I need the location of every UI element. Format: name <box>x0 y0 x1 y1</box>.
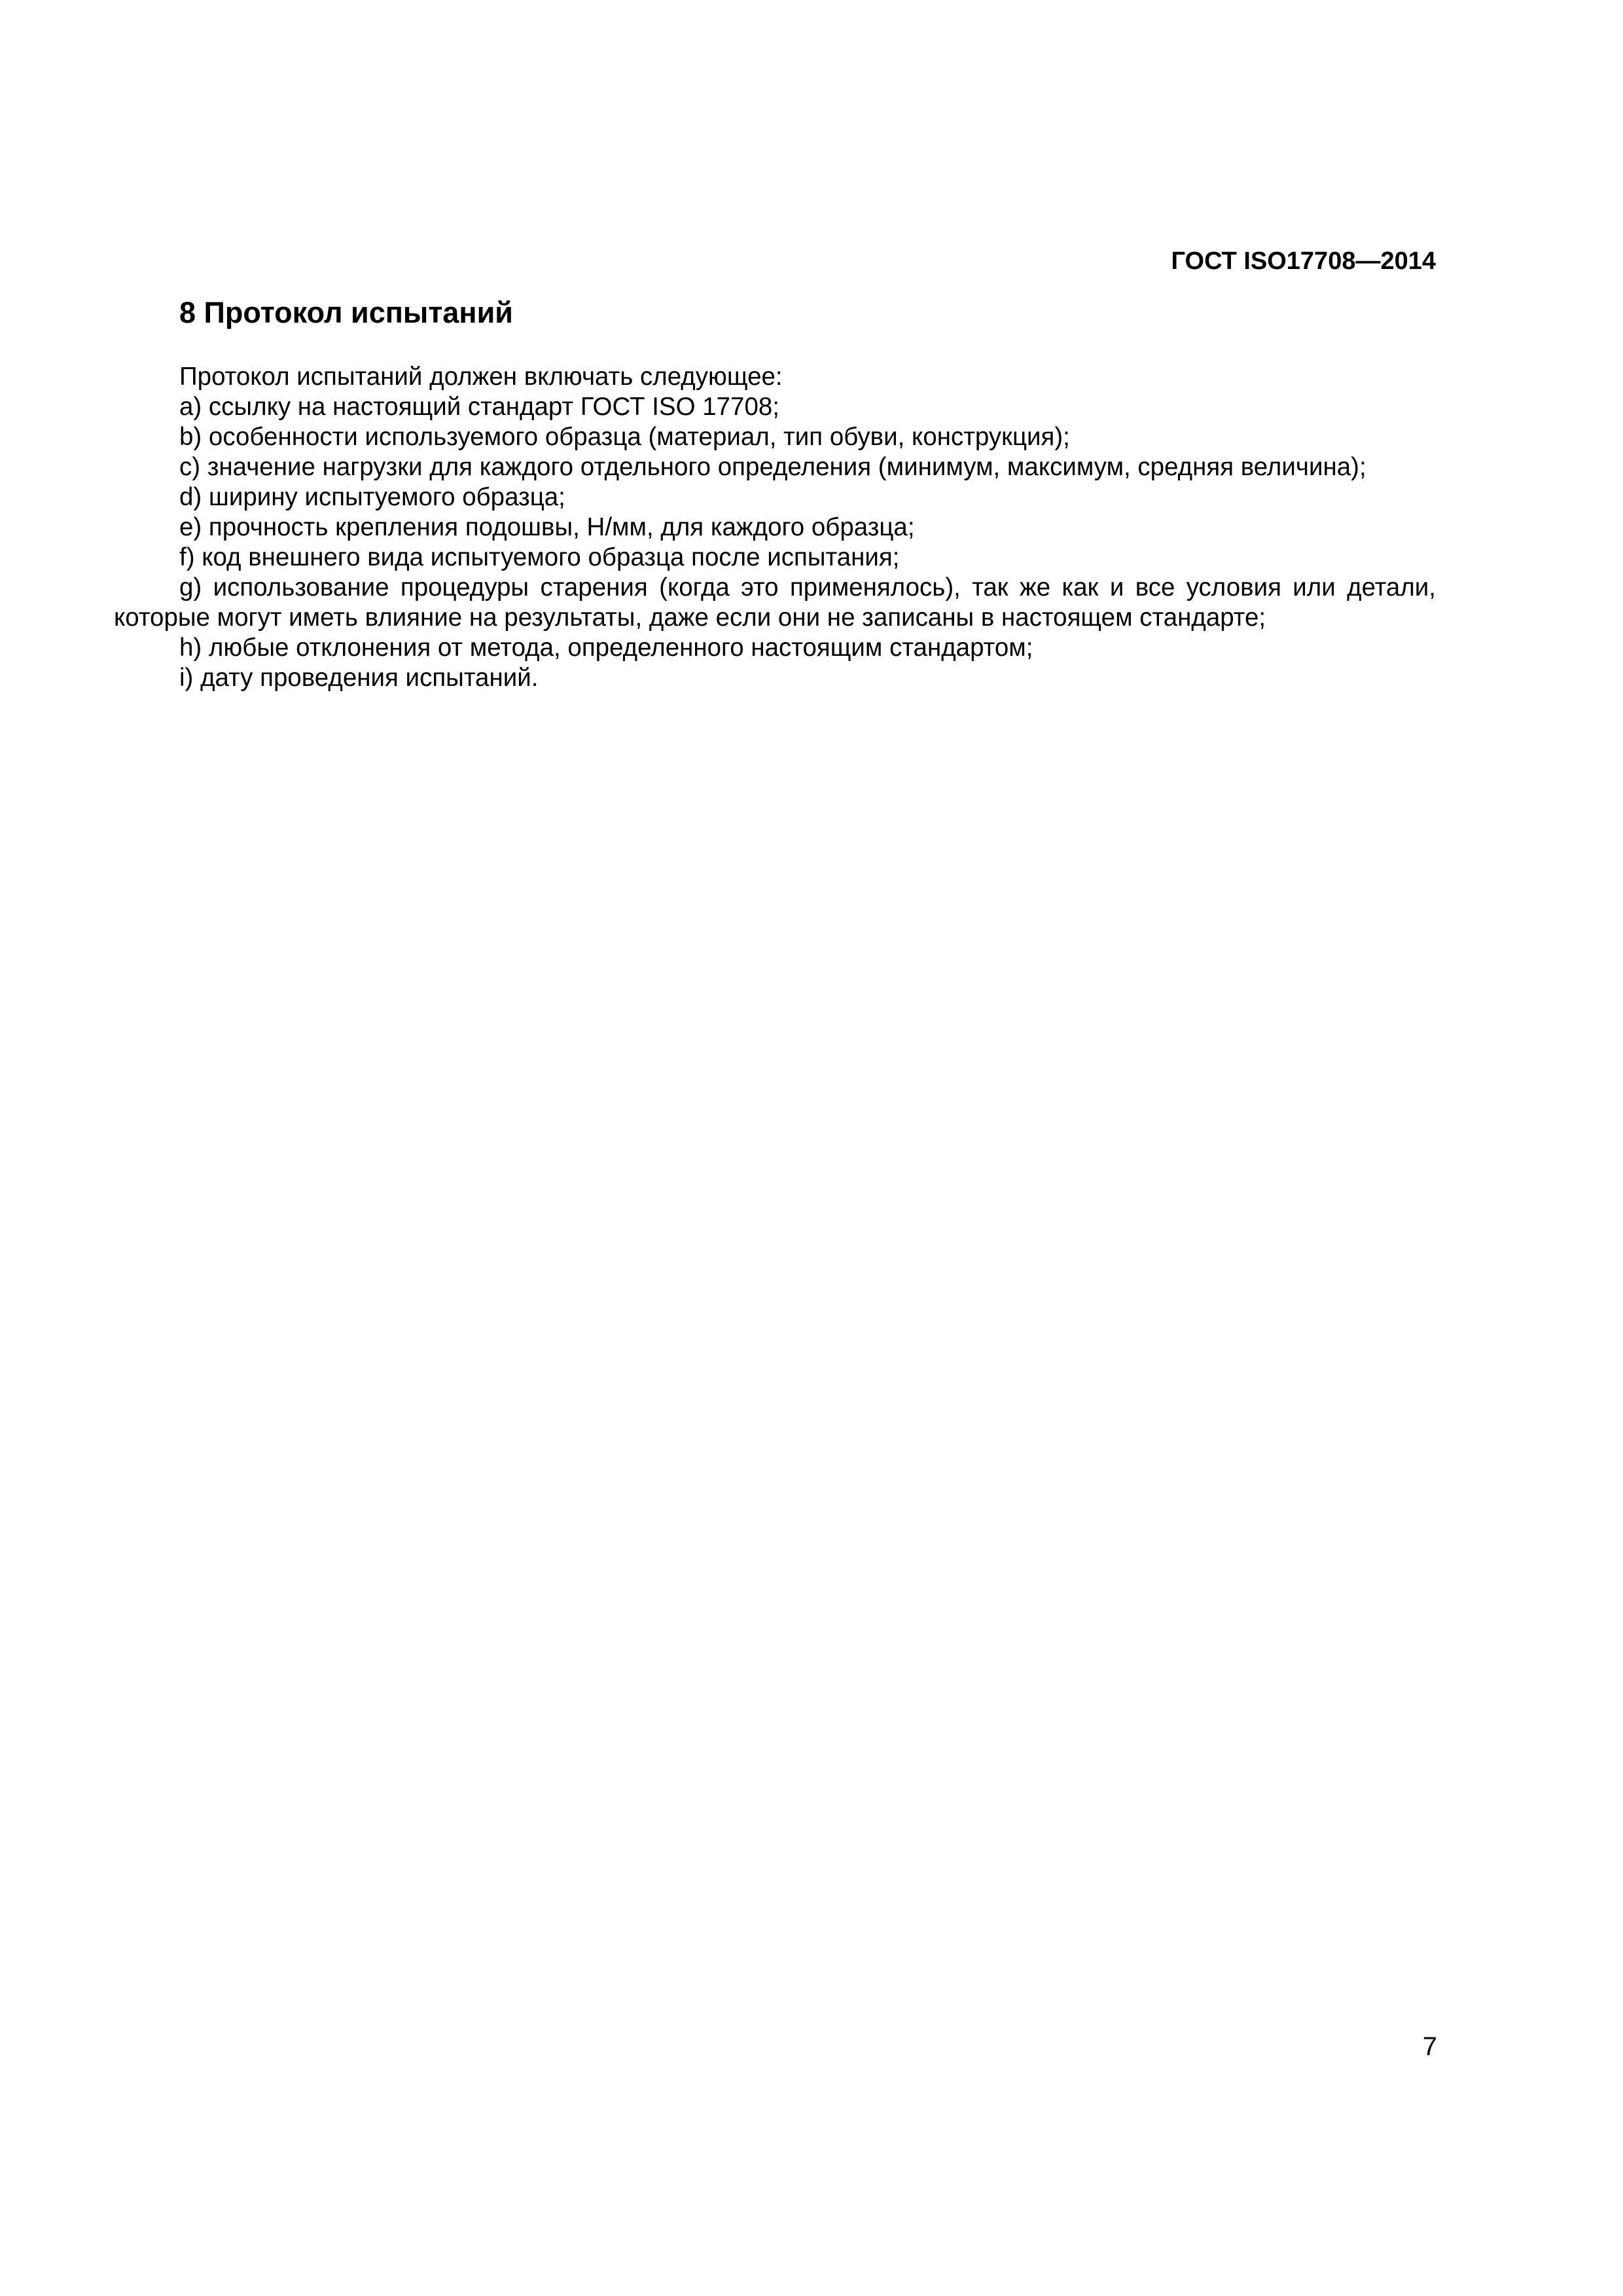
section-heading: 8 Протокол испытаний <box>179 296 513 329</box>
list-item-a: a) ссылку на настоящий стандарт ГОСТ ISO 17708; <box>179 393 779 421</box>
section-body <box>114 362 1436 693</box>
document-code: ГОСТ ISO17708—2014 <box>1171 247 1436 275</box>
list-item-d: d) ширину испытуемого образца; <box>179 483 565 511</box>
list-item-h: h) любые отклонения от метода, определенного настоящим стандартом; <box>179 634 1033 662</box>
list-item-g: g) использование процедуры старения (когда это применялось), так же как и все условия или детали, которые могут иметь влияние на результаты, даже если они не записаны в настоящем стандарте; <box>114 573 1436 632</box>
list-item-i: i) дату проведения испытаний. <box>179 664 539 692</box>
intro-paragraph: Протокол испытаний должен включать следующее: <box>179 363 783 391</box>
list-item-e: e) прочность крепления подошвы, Н/мм, для каждого образца; <box>179 513 915 541</box>
page-number: 7 <box>1422 2032 1437 2061</box>
list-item-b: b) особенности используемого образца (материал, тип обуви, конструкция); <box>179 423 1070 451</box>
list-item-c: c) значение нагрузки для каждого отдельного определения (минимум, максимум, средняя величина); <box>179 453 1366 481</box>
list-item-f: f) код внешнего вида испытуемого образца после испытания; <box>179 543 900 571</box>
